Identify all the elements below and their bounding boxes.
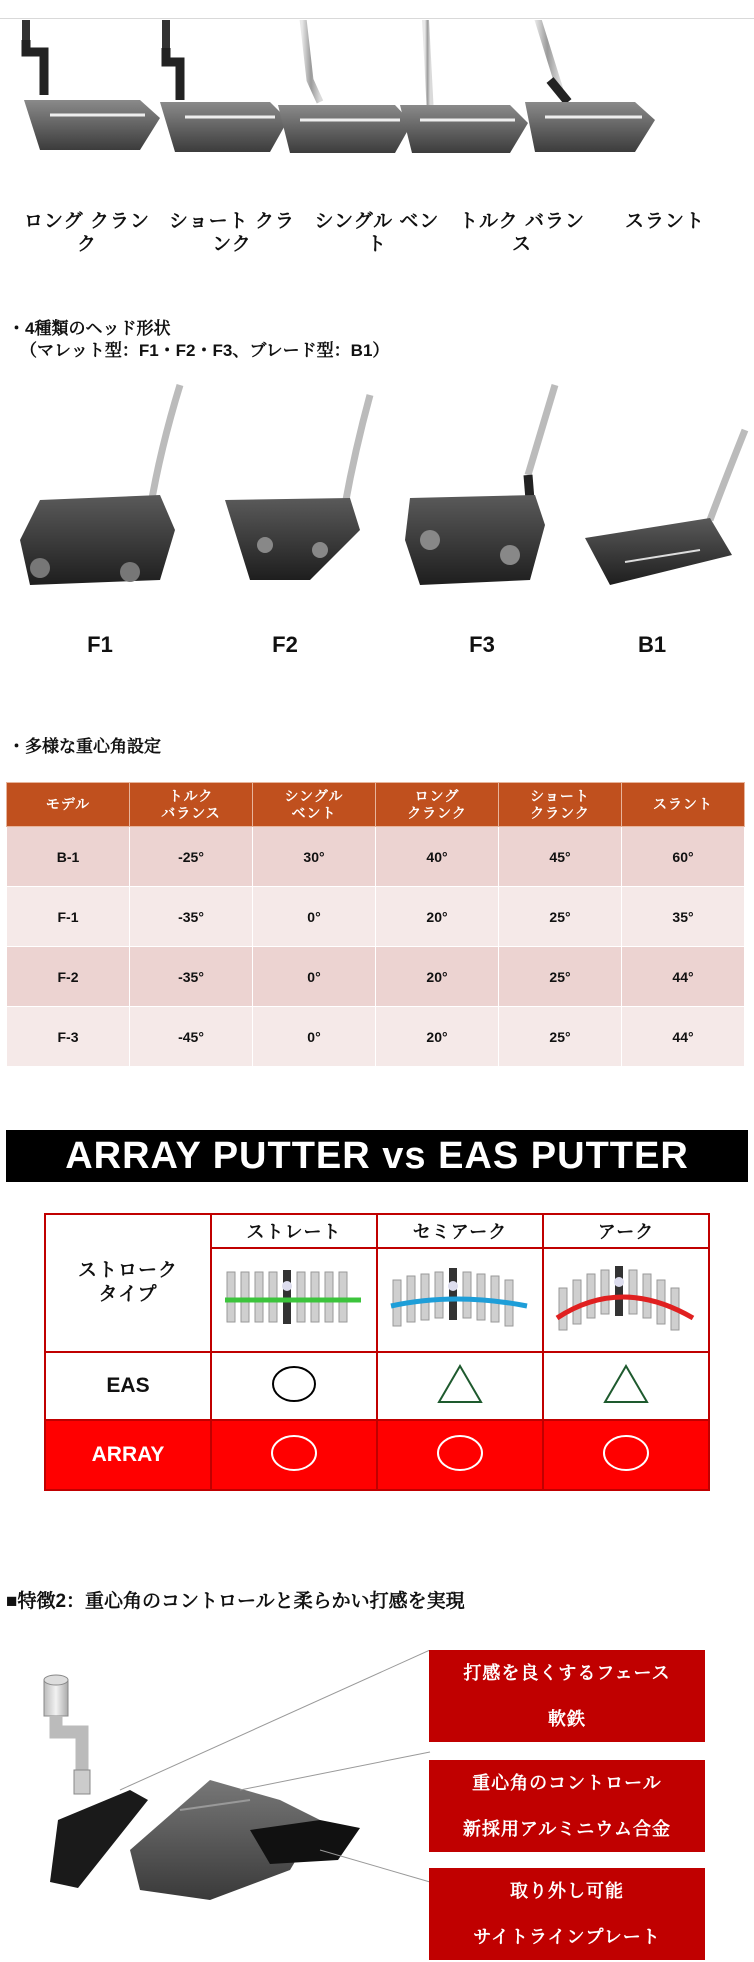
table-cell: 44° xyxy=(622,947,745,1007)
eas-straight-circle-icon xyxy=(211,1352,377,1420)
table-cell: F-2 xyxy=(7,947,130,1007)
table-cell: 0° xyxy=(253,1007,376,1067)
table-cell: 25° xyxy=(499,947,622,1007)
putter-single-bend xyxy=(278,20,412,153)
eas-row xyxy=(45,1352,709,1420)
table-cell: -35° xyxy=(130,887,253,947)
arc-stroke-diagram xyxy=(543,1248,709,1352)
top-divider xyxy=(0,18,754,19)
table-cell: -35° xyxy=(130,947,253,1007)
callout-face xyxy=(429,1650,705,1742)
head-shapes-image xyxy=(10,380,750,610)
eas-semi-arc-triangle-icon xyxy=(377,1352,543,1420)
column-straight: ストレート xyxy=(211,1214,377,1248)
head-b1 xyxy=(585,430,745,585)
head-f2 xyxy=(225,395,370,580)
table-cell: 45° xyxy=(499,827,622,887)
straight-stroke-diagram xyxy=(211,1248,377,1352)
head-label-f2: F2 xyxy=(272,632,298,657)
table-cell: 20° xyxy=(376,887,499,947)
hosel-label-short-crank: ショート クランク xyxy=(169,211,295,255)
table-cell: 44° xyxy=(622,1007,745,1067)
header-torque-balance: トルク バランス xyxy=(130,783,253,827)
array-straight-circle-icon xyxy=(211,1420,377,1490)
table-cell: B-1 xyxy=(7,827,130,887)
array-label: ARRAY xyxy=(45,1420,211,1490)
table-row xyxy=(7,827,745,887)
table-row xyxy=(7,1007,745,1067)
head-label-f1: F1 xyxy=(87,632,113,657)
putter-torque-balance xyxy=(400,20,528,153)
table-cell: 35° xyxy=(622,887,745,947)
head-label-f3: F3 xyxy=(469,632,495,657)
cg-angle-table xyxy=(6,782,745,1067)
exploded-parts-image xyxy=(20,1650,440,1900)
table-cell: 0° xyxy=(253,947,376,1007)
semi-arc-stroke-diagram xyxy=(377,1248,543,1352)
table-row xyxy=(7,887,745,947)
stroke-type-label: ストローク タイプ xyxy=(45,1214,211,1352)
callout-face-material: 軟鉄 xyxy=(548,1709,586,1729)
putter-long-crank xyxy=(22,20,160,150)
callout-sightline xyxy=(429,1868,705,1960)
table-cell: 20° xyxy=(376,947,499,1007)
comparison-banner: ARRAY PUTTER vs EAS PUTTER xyxy=(6,1130,748,1182)
table-cell: 25° xyxy=(499,1007,622,1067)
hosel-label-slant: スラント xyxy=(624,211,705,232)
table-cell: F-1 xyxy=(7,887,130,947)
head-f3 xyxy=(405,385,555,585)
callout-body-material: 新採用アルミニウム合金 xyxy=(462,1819,672,1839)
header-single-bend: シングル ベント xyxy=(253,783,376,827)
putter-slant xyxy=(525,20,655,152)
eas-label: EAS xyxy=(45,1352,211,1420)
table-cell: 40° xyxy=(376,827,499,887)
hosel-label-torque-balance: トルク バランス xyxy=(459,211,585,255)
header-short-crank: ショート クランク xyxy=(499,783,622,827)
hosel-types-section xyxy=(0,20,754,270)
array-semi-arc-circle-icon xyxy=(377,1420,543,1490)
stroke-header-row xyxy=(45,1214,709,1248)
table-cell: 0° xyxy=(253,887,376,947)
eas-arc-triangle-icon xyxy=(543,1352,709,1420)
table-cell: -25° xyxy=(130,827,253,887)
angle-table-header-row xyxy=(7,783,745,827)
table-cell: 20° xyxy=(376,1007,499,1067)
stroke-comparison-table xyxy=(44,1213,710,1491)
angle-section-title: ・多様な重心角設定 xyxy=(8,737,161,756)
callout-face-title: 打感を良くするフェース xyxy=(463,1663,671,1683)
array-arc-circle-icon xyxy=(543,1420,709,1490)
array-row xyxy=(45,1420,709,1490)
table-cell: F-3 xyxy=(7,1007,130,1067)
callout-body xyxy=(429,1760,705,1852)
callout-sightline-material: サイトラインプレート xyxy=(473,1927,661,1947)
putter-short-crank xyxy=(160,20,288,152)
table-cell: 60° xyxy=(622,827,745,887)
hosel-label-single-bend: シングル ベント xyxy=(314,211,440,255)
head-label-b1: B1 xyxy=(637,632,667,657)
table-cell: 25° xyxy=(499,887,622,947)
table-cell: 30° xyxy=(253,827,376,887)
callout-sightline-title: 取り外し可能 xyxy=(510,1881,624,1901)
table-cell: -45° xyxy=(130,1007,253,1067)
feature2-title: ■特徴2：重心角のコントロールと柔らかい打感を実現 xyxy=(6,1591,465,1612)
column-arc: アーク xyxy=(543,1214,709,1248)
hosel-putters-image xyxy=(20,20,720,170)
table-row xyxy=(7,947,745,1007)
head-f1 xyxy=(20,385,180,585)
heads-note-line1: ・4種類のヘッド形状 xyxy=(8,319,171,338)
callout-body-title: 重心角のコントロール xyxy=(472,1773,662,1793)
heads-note-line2: （マレット型：F1・F2・F3、ブレード型：B1） xyxy=(20,341,390,360)
hosel-label-long-crank: ロング クランク xyxy=(24,211,150,255)
header-slant: スラント xyxy=(622,783,745,827)
header-long-crank: ロング クランク xyxy=(376,783,499,827)
column-semi-arc: セミアーク xyxy=(377,1214,543,1248)
header-model: モデル xyxy=(7,783,130,827)
